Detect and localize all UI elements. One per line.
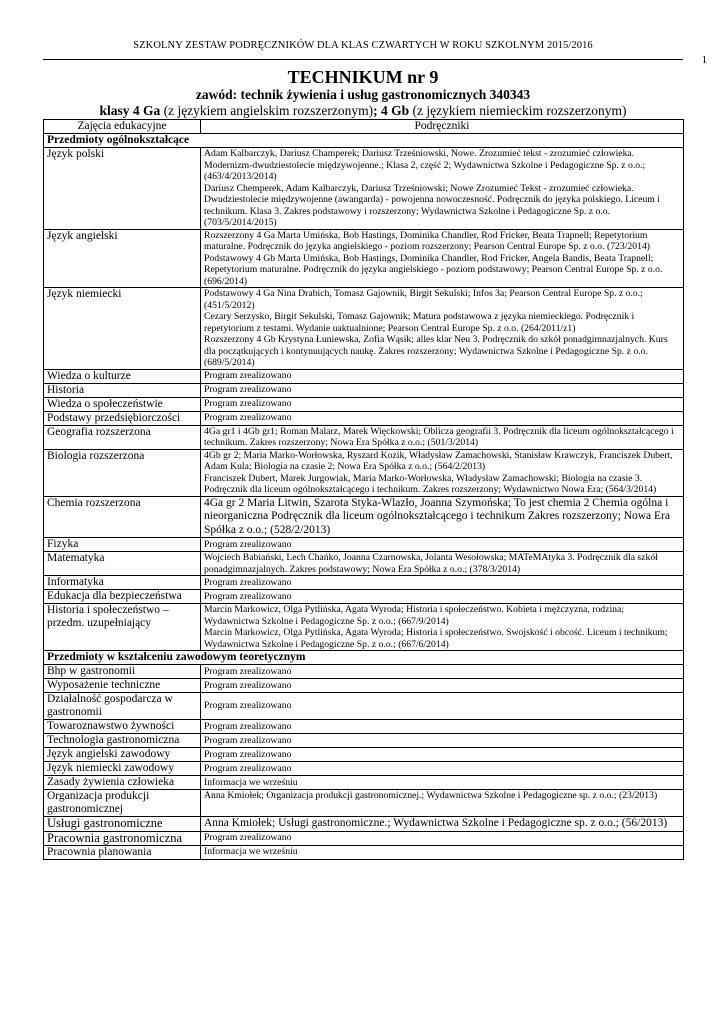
book-entry: Rozszerzony 4 Gb Krystyna Łuniewska, Zofia Wąsik; alles klar Neu 3. Podręcznik do szkół ponadgimnazjalnych. Kurs dla początkujących i kontynuujących naukę. Zakres rozszerzony; Wydawnictwa Szkolne i Pedagogiczne Sp. z o.o. (689/5/2014): [204, 334, 668, 368]
book-entry: Program zrealizowano: [204, 398, 292, 410]
books-cell: [201, 604, 684, 651]
subject-cell: Fizyka: [44, 538, 201, 552]
table-body: [44, 134, 684, 860]
table-row: [44, 845, 684, 859]
book-entry: Program zrealizowano: [204, 748, 292, 760]
table-row: [44, 590, 684, 604]
book-entry: Program zrealizowano: [204, 590, 292, 602]
book-entry: 4Ga gr 2 Maria Litwin, Szarota Styka-Wlazło, Joanna Szymońska; To jest chemia 2 Chemia ogólna i nieorganiczna Podręcznik dla liceum ogólnokształcącego i technikum Zakres rozszerzony; Nowa Era Spółka z o.o.; (528/2/2013): [204, 496, 670, 536]
table-row: [44, 425, 684, 449]
table-row: [44, 449, 684, 496]
subject-cell: Pracownia gastronomiczna: [44, 831, 201, 845]
subject-cell: Geografia rozszerzona: [44, 425, 201, 449]
books-cell: [201, 229, 684, 288]
subject-cell: Historia: [44, 383, 201, 397]
subject-cell: Biologia rozszerzona: [44, 449, 201, 496]
table-row: [44, 229, 684, 288]
book-entry: Cezary Serzysko, Birgit Sekulski, Tomasz Gajownik; Matura podstawowa z języka niemieckiego. Podręcznik i repetytorium z testami. Wydanie uaktualnione; Pearson Central Europe Sp. z o.o. (264/2011/z1): [204, 311, 635, 334]
books-cell: [201, 790, 684, 817]
table-row: [44, 552, 684, 576]
table-row: [44, 831, 684, 845]
table-row: [44, 288, 684, 370]
book-entry: Anna Kmiołek; Usługi gastronomiczne.; Wydawnictwa Szkolne i Pedagogiczne sp. z o.o.; (56/2013): [204, 817, 668, 829]
books-cell: [201, 762, 684, 776]
books-cell: [201, 496, 684, 538]
books-cell: [201, 590, 684, 604]
subject-cell: Matematyka: [44, 552, 201, 576]
book-entry: Program zrealizowano: [204, 384, 292, 396]
class-b-note: (z językiem niemieckim rozszerzonym): [412, 103, 627, 118]
books-cell: [201, 148, 684, 230]
page-number: 1: [701, 55, 707, 66]
books-cell: [201, 411, 684, 425]
book-entry: Adam Kalbarczyk, Dariusz Champerek; Dariusz Trześniowski, Nowe. Zrozumieć tekst - zrozumieć człowieka. Modernizm-dwudziestolecie międzywojenne.; Klasa 2, część 2; Wydawnictwa Szkolne i Pedagogiczne Sp. z o.o.; (463/4/2013/2014): [204, 148, 646, 182]
subject-cell: Język angielski zawodowy: [44, 748, 201, 762]
subject-cell: Wiedza o kulturze: [44, 369, 201, 383]
running-header: SZKOLNY ZESTAW PODRĘCZNIKÓW DLA KLAS CZWARTYCH W ROKU SZKOLNYM 2015/2016: [133, 40, 593, 51]
subject-cell: Pracownia planowania: [44, 845, 201, 859]
book-entry: Informacja we wrześniu: [204, 846, 298, 858]
class-separator: ;: [373, 103, 381, 118]
table-row: [44, 762, 684, 776]
books-cell: [201, 748, 684, 762]
books-cell: [201, 538, 684, 552]
book-entry: Program zrealizowano: [204, 700, 292, 712]
book-entry: Program zrealizowano: [204, 679, 292, 691]
books-cell: [201, 425, 684, 449]
table-row: [44, 411, 684, 425]
subject-column-header: Zajęcia edukacyjne: [44, 120, 201, 134]
table-row: [44, 665, 684, 679]
book-entry: Program zrealizowano: [204, 762, 292, 774]
book-entry: Marcin Markowicz, Olga Pytlińska, Agata Wyroda; Historia i społeczeństwo. Swojskość i obcość. Liceum i technikum; Wydawnictwa Szkolne i Pedagogiczne Sp. z o.o.; (667/6/2014): [204, 627, 668, 650]
subject-cell: Język polski: [44, 148, 201, 230]
table-row: [44, 748, 684, 762]
table-row: [44, 369, 684, 383]
book-entry: Program zrealizowano: [204, 370, 292, 382]
subject-cell: Chemia rozszerzona: [44, 496, 201, 538]
book-entry: Marcin Markowicz, Olga Pytlińska, Agata Wyroda; Historia i społeczeństwo. Kobieta i mężczyzna, rodzina; Wydawnictwa Szkolne i Pedagogiczne Sp. z o.o.; (667/9/2014): [204, 604, 624, 627]
section-general: [44, 134, 684, 148]
books-cell: [201, 552, 684, 576]
table-row: [44, 496, 684, 538]
table-row: [44, 734, 684, 748]
table-header-row: [44, 120, 684, 134]
class-b-label: 4 Gb: [381, 103, 410, 118]
table-row: [44, 604, 684, 651]
subject-cell: Towaroznawstwo żywności: [44, 720, 201, 734]
book-entry: Wojciech Babiański, Lech Chańko, Joanna Czarnowska, Jolanta Wesołowska; MATeMAtyka 3. Podręcznik dla szkół ponadgimnazjalnych. Zakres podstawowy; Nowa Era Spółka z o.o.; (378/3/2014): [204, 552, 658, 575]
class-a-label: klasy 4 Ga: [99, 103, 161, 118]
document-title: TECHNIKUM nr 9: [287, 67, 439, 87]
table-row: [44, 397, 684, 411]
subject-cell: Bhp w gastronomii: [44, 665, 201, 679]
book-entry: Dariusz Chemperek, Adam Kalbarczyk, Dariusz Trześniowski; Nowe Zrozumieć Tekst - zrozumieć człowieka. Dwudziestolecie międzywojenne (awangarda) - powojenna nowoczesność. Podręcznik do języka polskiego. Liceum i technikum. Klasa 3. Zakres podstawowy i rozszerzony; Wydawnictwa Szkolne i Pedagogiczne Sp. z o.o. (703/5/2014/2015): [204, 182, 660, 228]
table-row: [44, 776, 684, 790]
book-entry: Program zrealizowano: [204, 734, 292, 746]
books-cell: [201, 665, 684, 679]
section-vocational: [44, 651, 684, 665]
books-cell: [201, 383, 684, 397]
section-vocational-label: Przedmioty w kształceniu zawodowym teoretycznym: [44, 651, 684, 665]
subject-cell: Podstawy przedsiębiorczości: [44, 411, 201, 425]
subject-cell: Język angielski: [44, 229, 201, 288]
books-cell: [201, 397, 684, 411]
table-row: [44, 817, 684, 832]
subject-cell: Informatyka: [44, 576, 201, 590]
books-cell: [201, 720, 684, 734]
books-cell: [201, 288, 684, 370]
book-entry: Franciszek Dubert, Marek Jurgowiak, Maria Marko-Worłowska, Władysław Zamachowski; Biologia na czasie 3. Podręcznik dla liceum ogólnokształcącego i technikum. Zakres rozszerzony; Wydawnictwo Nowa Era; (564/3/2014): [204, 472, 657, 495]
book-entry: Program zrealizowano: [204, 576, 292, 588]
books-cell: [201, 845, 684, 859]
table-row: [44, 790, 684, 817]
subject-cell: Organizacja produkcji gastronomicznej: [44, 790, 201, 817]
books-cell: [201, 449, 684, 496]
books-cell: [201, 831, 684, 845]
books-cell: [201, 817, 684, 832]
book-entry: Program zrealizowano: [204, 412, 292, 424]
book-entry: 4Gb gr 2; Maria Marko-Worłowska, Ryszard Kozik, Władysław Zamachowski, Stanisław Krawczyk, Franciszek Dubert, Adam Kula; Biologia na czasie 2; Nowa Era Spółka z o.o.; (564/2/2013): [204, 449, 673, 472]
book-entry: Program zrealizowano: [204, 665, 292, 677]
subject-cell: Zasady żywienia człowieka: [44, 776, 201, 790]
subject-cell: Edukacja dla bezpieczeństwa: [44, 590, 201, 604]
books-cell: [201, 776, 684, 790]
book-entry: Informacja we wrześniu: [204, 776, 298, 788]
table-row: [44, 720, 684, 734]
books-cell: [201, 679, 684, 693]
table-row: [44, 576, 684, 590]
books-column-header: Podręczniki: [201, 120, 684, 134]
book-entry: Podstawowy 4 Ga Nina Drabich, Tomasz Gajownik, Birgit Sekulski; Infos 3a; Pearson Central Europe Sp. z o.o.; (451/5/2012): [204, 288, 643, 311]
book-entry: Anna Kmiołek; Organizacja produkcji gastronomicznej.; Wydawnictwa Szkolne i Pedagogiczne sp. z o.o.; (23/2013): [204, 790, 658, 801]
subject-cell: Wiedza o społeczeństwie: [44, 397, 201, 411]
table-row: [44, 693, 684, 720]
table-row: [44, 679, 684, 693]
classes-line: [43, 103, 683, 119]
subject-cell: Usługi gastronomiczne: [44, 817, 201, 832]
header-rule: [43, 59, 683, 60]
book-entry: Program zrealizowano: [204, 720, 292, 732]
books-cell: [201, 693, 684, 720]
profession-line: zawód: technik żywienia i usług gastronomicznych 340343: [195, 87, 531, 102]
books-cell: [201, 576, 684, 590]
book-entry: Podstawowy 4 Gb Marta Umińska, Bob Hastings, Dominika Chandler, Rod Fricker, Angela Bandis, Beata Trapnell; Repetytorium maturalne. Podręcznik do języka angielskiego - poziom podstawowy; Pearson Central Europe Sp. z o.o. (696/2014): [204, 252, 663, 287]
subject-cell: Wyposażenie techniczne: [44, 679, 201, 693]
table-row: [44, 383, 684, 397]
subject-cell: Język niemiecki zawodowy: [44, 762, 201, 776]
table-row: [44, 148, 684, 230]
document-page: [43, 40, 683, 860]
books-cell: [201, 369, 684, 383]
book-entry: 4Ga gr1 i 4Gb gr1; Roman Malarz, Marek Więckowski; Oblicza geografii 3. Podręcznik dla liceum ogólnokształcącego i technikum. Zakres rozszerzony; Nowa Era Spółka z o.o.; (501/3/2014): [204, 425, 674, 448]
subject-cell: Działalność gospodarcza w gastronomii: [44, 693, 201, 720]
subject-cell: Język niemiecki: [44, 288, 201, 370]
book-entry: Program zrealizowano: [204, 538, 292, 550]
section-general-label: Przedmioty ogólnokształcące: [44, 134, 684, 148]
subject-cell: Technologia gastronomiczna: [44, 734, 201, 748]
class-a-note: (z językiem angielskim rozszerzonym): [163, 103, 374, 118]
subject-cell: Historia i społeczeństwo – przedm. uzupełniający: [44, 604, 201, 651]
textbook-table: [43, 119, 684, 860]
table-row: [44, 538, 684, 552]
book-entry: Rozszerzony 4 Ga Marta Umińska, Bob Hastings, Dominika Chandler, Rod Fricker, Beata Trapnell; Repetytorium maturalne. Podręcznik do języka angielskiego - poziom rozszerzony; Pearson Central Europe Sp. z o.o. (723/2014): [204, 229, 651, 252]
book-entry: Program zrealizowano: [204, 832, 292, 844]
books-cell: [201, 734, 684, 748]
